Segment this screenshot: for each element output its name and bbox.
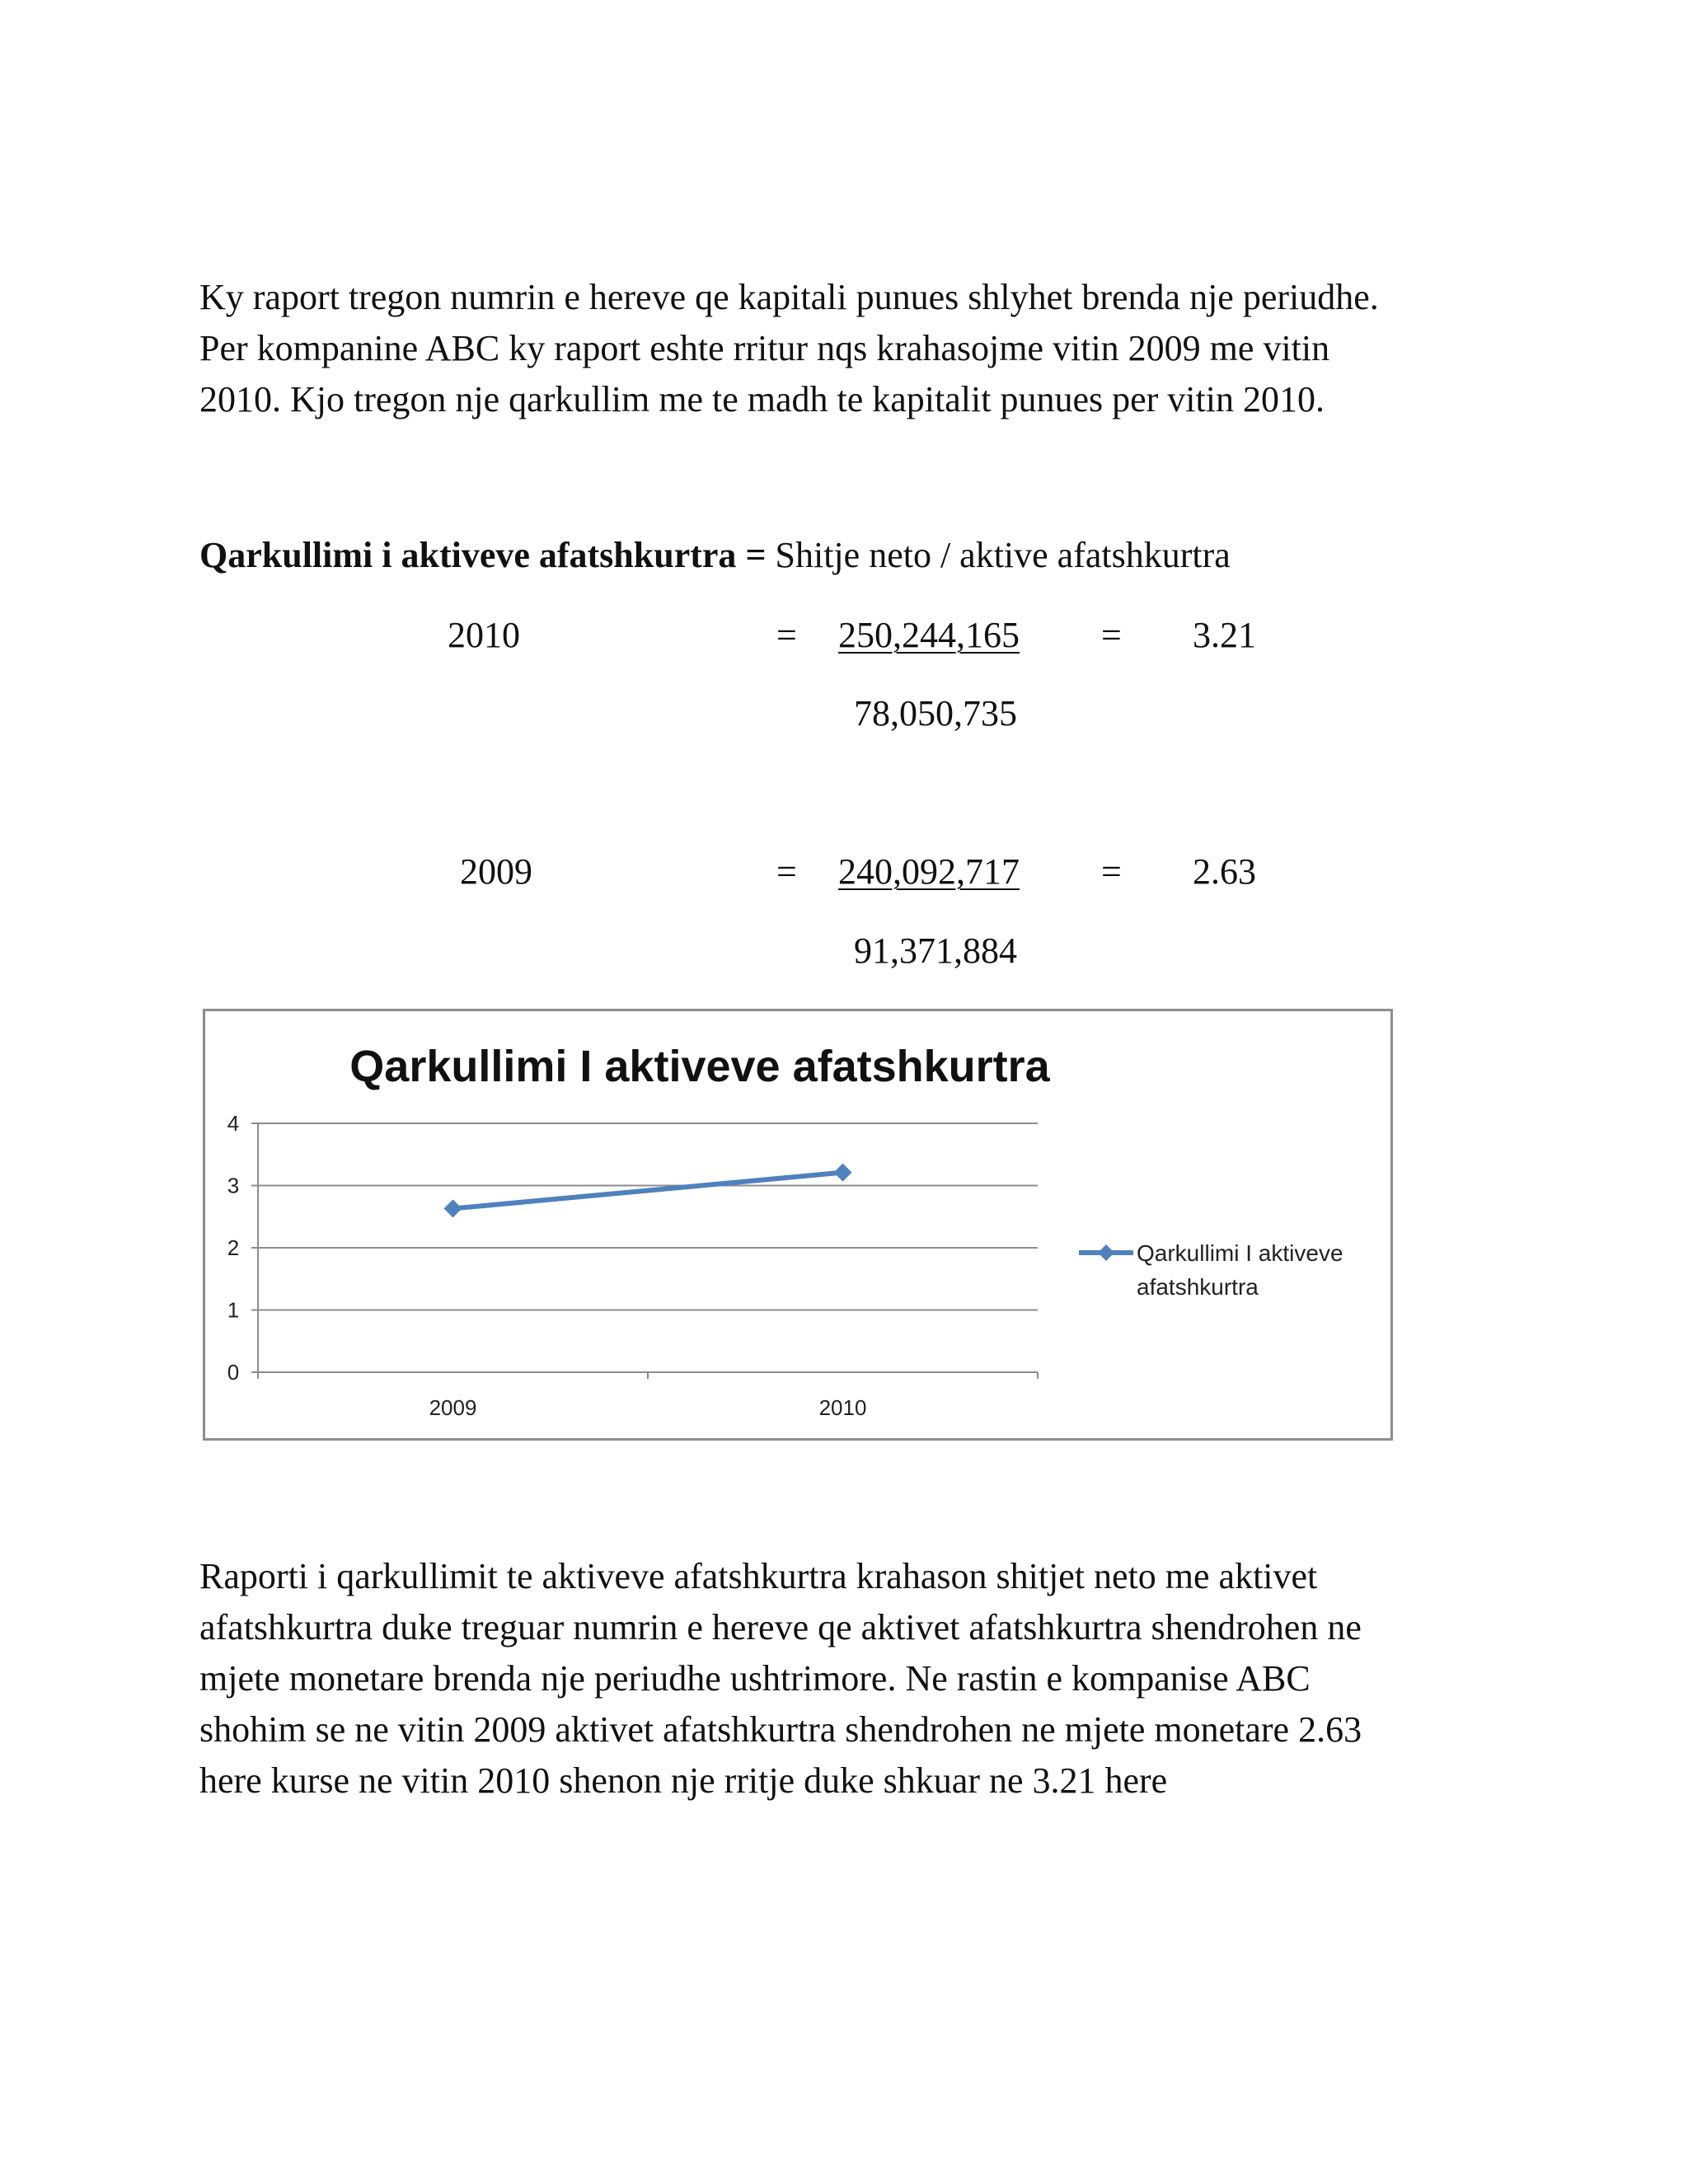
calc-equals: = [776, 615, 797, 655]
series-line [453, 1173, 843, 1209]
paragraph-line: Per kompanine ABC ky raport eshte rritur nqs krahasojme vitin 2009 me vitin [199, 328, 1330, 368]
paragraph-line: afatshkurtra duke treguar numrin e hereve qe aktivet afatshkurtra shendrohen ne [199, 1607, 1362, 1647]
calc-result-2010: 3.21 [1193, 615, 1256, 655]
paragraph-line: shohim se ne vitin 2009 aktivet afatshkurtra shendrohen ne mjete monetare 2.63 [199, 1709, 1362, 1750]
legend-marker [1098, 1244, 1114, 1261]
paragraph-line: Ky raport tregon numrin e hereve qe kapitali punues shlyhet brenda nje periudhe. [199, 277, 1379, 317]
legend-label: Qarkullimi I aktiveve [1137, 1240, 1343, 1266]
explanation-paragraph [199, 1551, 1469, 1807]
calc-year-2009: 2009 [460, 851, 532, 892]
x-tick-label: 2009 [429, 1395, 477, 1420]
data-point-marker [834, 1164, 852, 1182]
ratio-formula [199, 534, 1231, 576]
ratio-name: Qarkullimi i aktiveve afatshkurtra [199, 535, 737, 575]
calc-denominator-2010: 78,050,735 [854, 693, 1017, 733]
calc-numerator-2010: 250,244,165 [838, 615, 1020, 655]
calc-equals: = [1101, 615, 1122, 655]
y-tick-label: 4 [227, 1111, 240, 1136]
legend-label: afatshkurtra [1137, 1274, 1259, 1300]
chart-canvas [205, 1011, 1390, 1438]
data-point-marker [444, 1199, 462, 1217]
y-tick-label: 1 [227, 1297, 240, 1323]
paragraph-line: here kurse ne vitin 2010 shenon nje rritje duke shkuar ne 3.21 here [199, 1760, 1168, 1801]
calc-equals: = [776, 851, 797, 892]
calc-year-2010: 2010 [448, 615, 520, 655]
paragraph-line: 2010. Kjo tregon nje qarkullim me te madh te kapitalit punues per vitin 2010. [199, 379, 1325, 419]
calc-result-2009: 2.63 [1193, 851, 1256, 892]
intro-paragraph [199, 272, 1469, 425]
calc-equals: = [1101, 851, 1122, 892]
calc-numerator-2009: 240,092,717 [838, 851, 1020, 892]
y-tick-label: 3 [227, 1173, 240, 1198]
ratio-definition: Shitje neto / aktive afatshkurtra [775, 535, 1231, 575]
chart-title: Qarkullimi I aktiveve afatshkurtra [349, 1042, 1050, 1091]
formula-equals: = [745, 535, 767, 575]
y-tick-label: 0 [227, 1360, 240, 1385]
calc-denominator-2009: 91,371,884 [854, 930, 1017, 971]
y-tick-label: 2 [227, 1235, 240, 1260]
paragraph-line: mjete monetare brenda nje periudhe ushtrimore. Ne rastin e kompanise ABC [199, 1658, 1311, 1699]
paragraph-line: Raporti i qarkullimit te aktiveve afatshkurtra krahason shitjet neto me aktivet [199, 1556, 1318, 1596]
line-chart [203, 1009, 1393, 1441]
x-tick-label: 2010 [818, 1395, 867, 1420]
